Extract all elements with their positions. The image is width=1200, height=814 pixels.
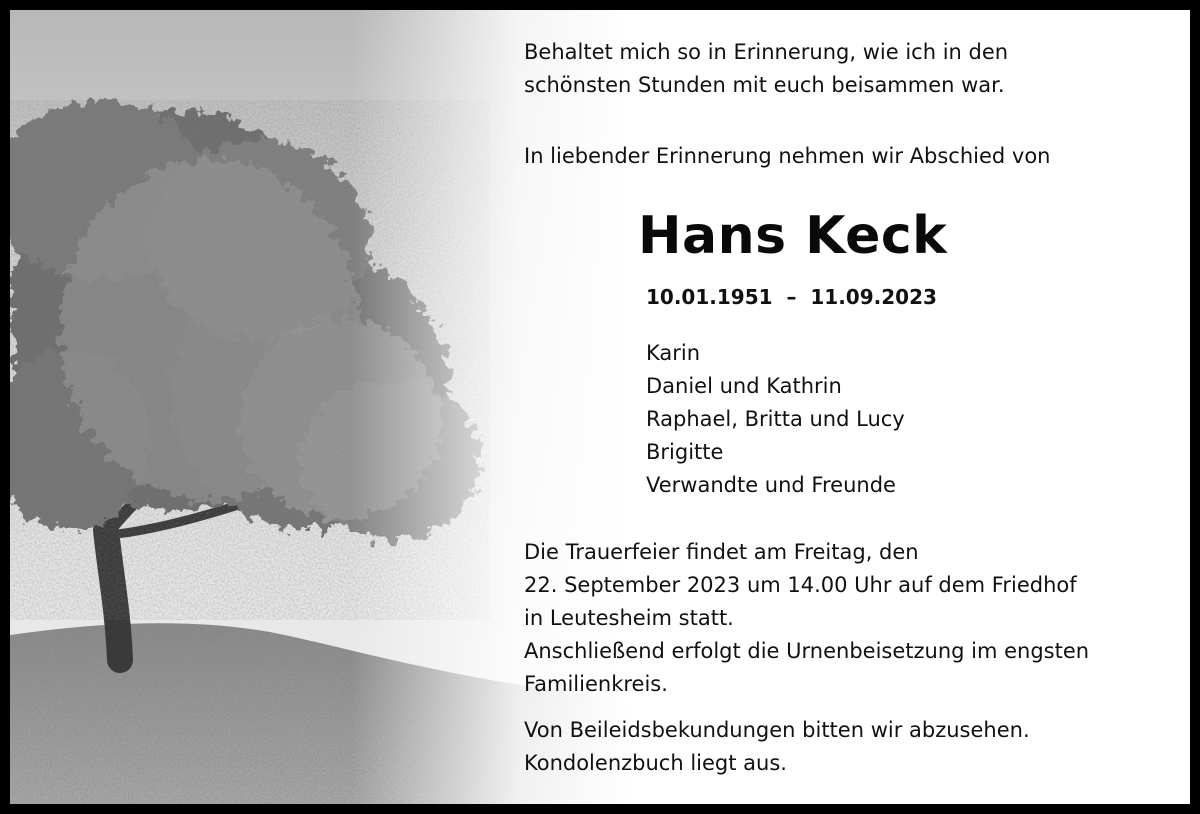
intro-text: In liebender Erinnerung nehmen wir Abschied von	[524, 144, 1051, 168]
mourner-line: Karin	[646, 341, 701, 365]
deceased-name: Hans Keck	[638, 206, 948, 266]
ceremony-line: 22. September 2023 um 14.00 Uhr auf dem Friedhof	[524, 573, 1077, 597]
mourner-line: Brigitte	[646, 440, 724, 464]
mourner-line: Verwandte und Freunde	[646, 473, 896, 497]
ceremony-line: Die Trauerfeier findet am Freitag, den	[524, 540, 919, 564]
motto-line-2: schönsten Stunden mit euch beisammen war.	[524, 73, 1005, 97]
motto-line-1: Behaltet mich so in Erinnerung, wie ich in den	[524, 40, 1009, 64]
closing-line: Von Beileidsbekundungen bitten wir abzusehen.	[524, 718, 1030, 742]
ceremony-line: Familienkreis.	[524, 672, 668, 696]
notice-text	[10, 10, 1190, 804]
closing-line: Kondolenzbuch liegt aus.	[524, 751, 787, 775]
life-dates: 10.01.1951 – 11.09.2023	[646, 285, 937, 309]
mourner-line: Raphael, Britta und Lucy	[646, 407, 905, 431]
ceremony-line: in Leutesheim statt.	[524, 606, 734, 630]
ceremony-line: Anschließend erfolgt die Urnenbeisetzung im engsten	[524, 639, 1090, 663]
mourner-line: Daniel und Kathrin	[646, 374, 842, 398]
